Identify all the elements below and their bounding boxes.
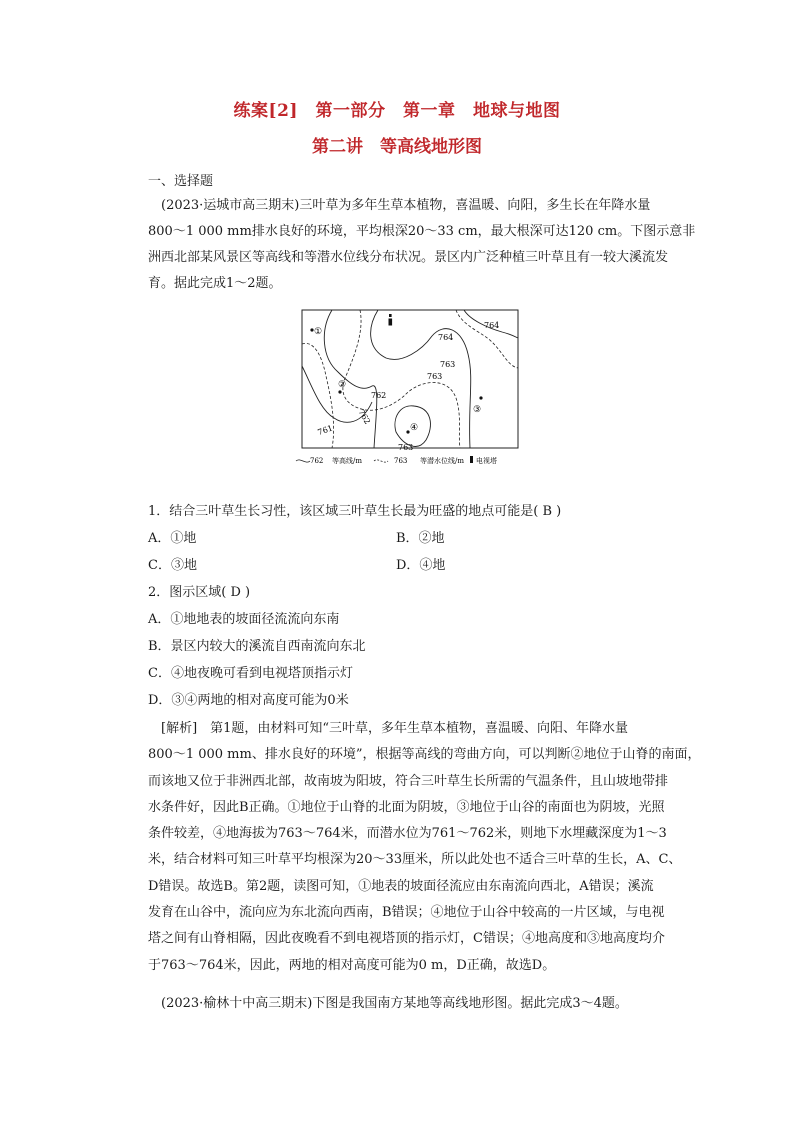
analysis-line: [解析] 第1题，由材料可知“三叶草，多年生草本植物，喜温暖、向阳、年降水量	[161, 721, 629, 736]
intro-line: 育。据此完成1～2题。	[148, 276, 282, 291]
question-2-option-c: C．④地夜晚可看到电视塔顶指示灯	[148, 666, 353, 681]
contour-label: 763	[427, 372, 443, 381]
intro-line: 洲西北部某风景区等高线和等潜水位线分布状况。景区内广泛种植三叶草且有一较大溪流发	[148, 250, 669, 265]
legend-tower-icon	[470, 456, 473, 463]
analysis-line: 米，结合材料可知三叶草平均根深为20～33厘米，所以此处也不适合三叶草的生长，A、C、	[148, 852, 682, 868]
point-label-4: ④	[410, 423, 419, 433]
intro-line: (2023·运城市高三期末)三叶草为多年生草本植物，喜温暖、向阳，多生长在年降水量	[161, 198, 651, 213]
map-legend	[296, 456, 497, 465]
legend-water-sample	[374, 460, 388, 462]
water-table-line	[343, 310, 460, 448]
analysis-line: 发育在山谷中，流向应为东北流向西南，B错误；④地位于山谷中较高的一片区域，与电视	[148, 905, 665, 921]
section-heading: 一、选择题	[148, 174, 214, 189]
page-title: 练案[2] 第一部分 第一章 地球与地图	[233, 101, 561, 121]
tv-tower-icon	[389, 314, 393, 326]
contour-map-figure	[292, 306, 524, 470]
legend-contour-sample	[296, 460, 310, 462]
point-label-3: ③	[473, 405, 482, 415]
legend-contour-value: 762	[310, 457, 324, 465]
question-1-option-d: D．④地	[396, 558, 446, 573]
question-2-option-b: B．景区内较大的溪流自西南流向东北	[148, 639, 366, 654]
analysis-line: 而该地又位于非洲西北部，故南坡为阳坡，符合三叶草生长所需的气温条件，且山坡地带排	[148, 773, 669, 789]
legend-water-text: 等潜水位线/m	[420, 457, 464, 465]
contour-label: 762	[356, 408, 372, 426]
question-1-option-b: B．②地	[396, 531, 445, 546]
contour-label: 761	[316, 423, 334, 438]
point-label-2: ②	[338, 380, 347, 390]
point-2-dot	[338, 390, 341, 393]
question-2-option-d: D．③④两地的相对高度可能为0米	[148, 693, 349, 708]
contour-label: 764	[438, 333, 454, 342]
question-1-stem: 1．结合三叶草生长习性，该区域三叶草生长最为旺盛的地点可能是( B )	[148, 504, 562, 519]
contour-label-4: 763	[398, 443, 414, 452]
analysis-line: 塔之间有山脊相隔，因此夜晚看不到电视塔顶的指示灯，C错误；④地高度和③地高度均介	[148, 931, 665, 947]
analysis-line: 于763～764米，因此，两地的相对高度可能为0 m，D正确，故选D。	[148, 957, 556, 973]
contour-label: 764	[484, 321, 500, 330]
legend-water-value: 763	[394, 457, 408, 465]
page-subtitle: 第二讲 等高线地形图	[312, 137, 482, 157]
point-label-1: ①	[314, 327, 323, 337]
analysis-line: 800～1 000 mm、排水良好的环境”，根据等高线的弯曲方向，可以判断②地位于山脊的南面，	[148, 747, 701, 763]
point-3-dot	[479, 396, 482, 399]
question-2-option-a: A．①地地表的坡面径流流向东南	[148, 612, 340, 627]
water-table-line	[456, 310, 518, 368]
analysis-line: D错误。故选B。第2题，读图可知，①地表的坡面径流应由东南流向西北，A错误；溪流	[148, 878, 654, 894]
intro-paragraph-2: (2023·榆林十中高三期末)下图是我国南方某地等高线地形图。据此完成3～4题。	[161, 996, 628, 1011]
analysis-line: 水条件好，因此B正确。①地位于山脊的北面为阴坡，③地位于山谷的南面也为阴坡，光照	[148, 799, 665, 815]
analysis-paragraph	[148, 716, 701, 979]
contour-line	[371, 310, 471, 448]
question-1-option-a: A．①地	[148, 531, 197, 546]
intro-line: 800～1 000 mm排水良好的环境，平均根深20～33 cm，最大根深可达120 cm。下图示意非	[148, 224, 696, 239]
legend-contour-text: 等高线/m	[332, 457, 362, 465]
analysis-line: 条件较差，④地海拔为763～764米，而潜水位为761～762米，则地下水埋藏深度为1～3	[148, 826, 667, 842]
legend-tower-text: 电视塔	[476, 457, 497, 465]
question-1-option-c: C．③地	[148, 558, 197, 573]
contour-label: 762	[371, 391, 387, 400]
question-2-stem: 2．图示区域( D )	[148, 585, 251, 600]
contour-label: 763	[440, 360, 456, 369]
intro-paragraph	[148, 193, 696, 297]
